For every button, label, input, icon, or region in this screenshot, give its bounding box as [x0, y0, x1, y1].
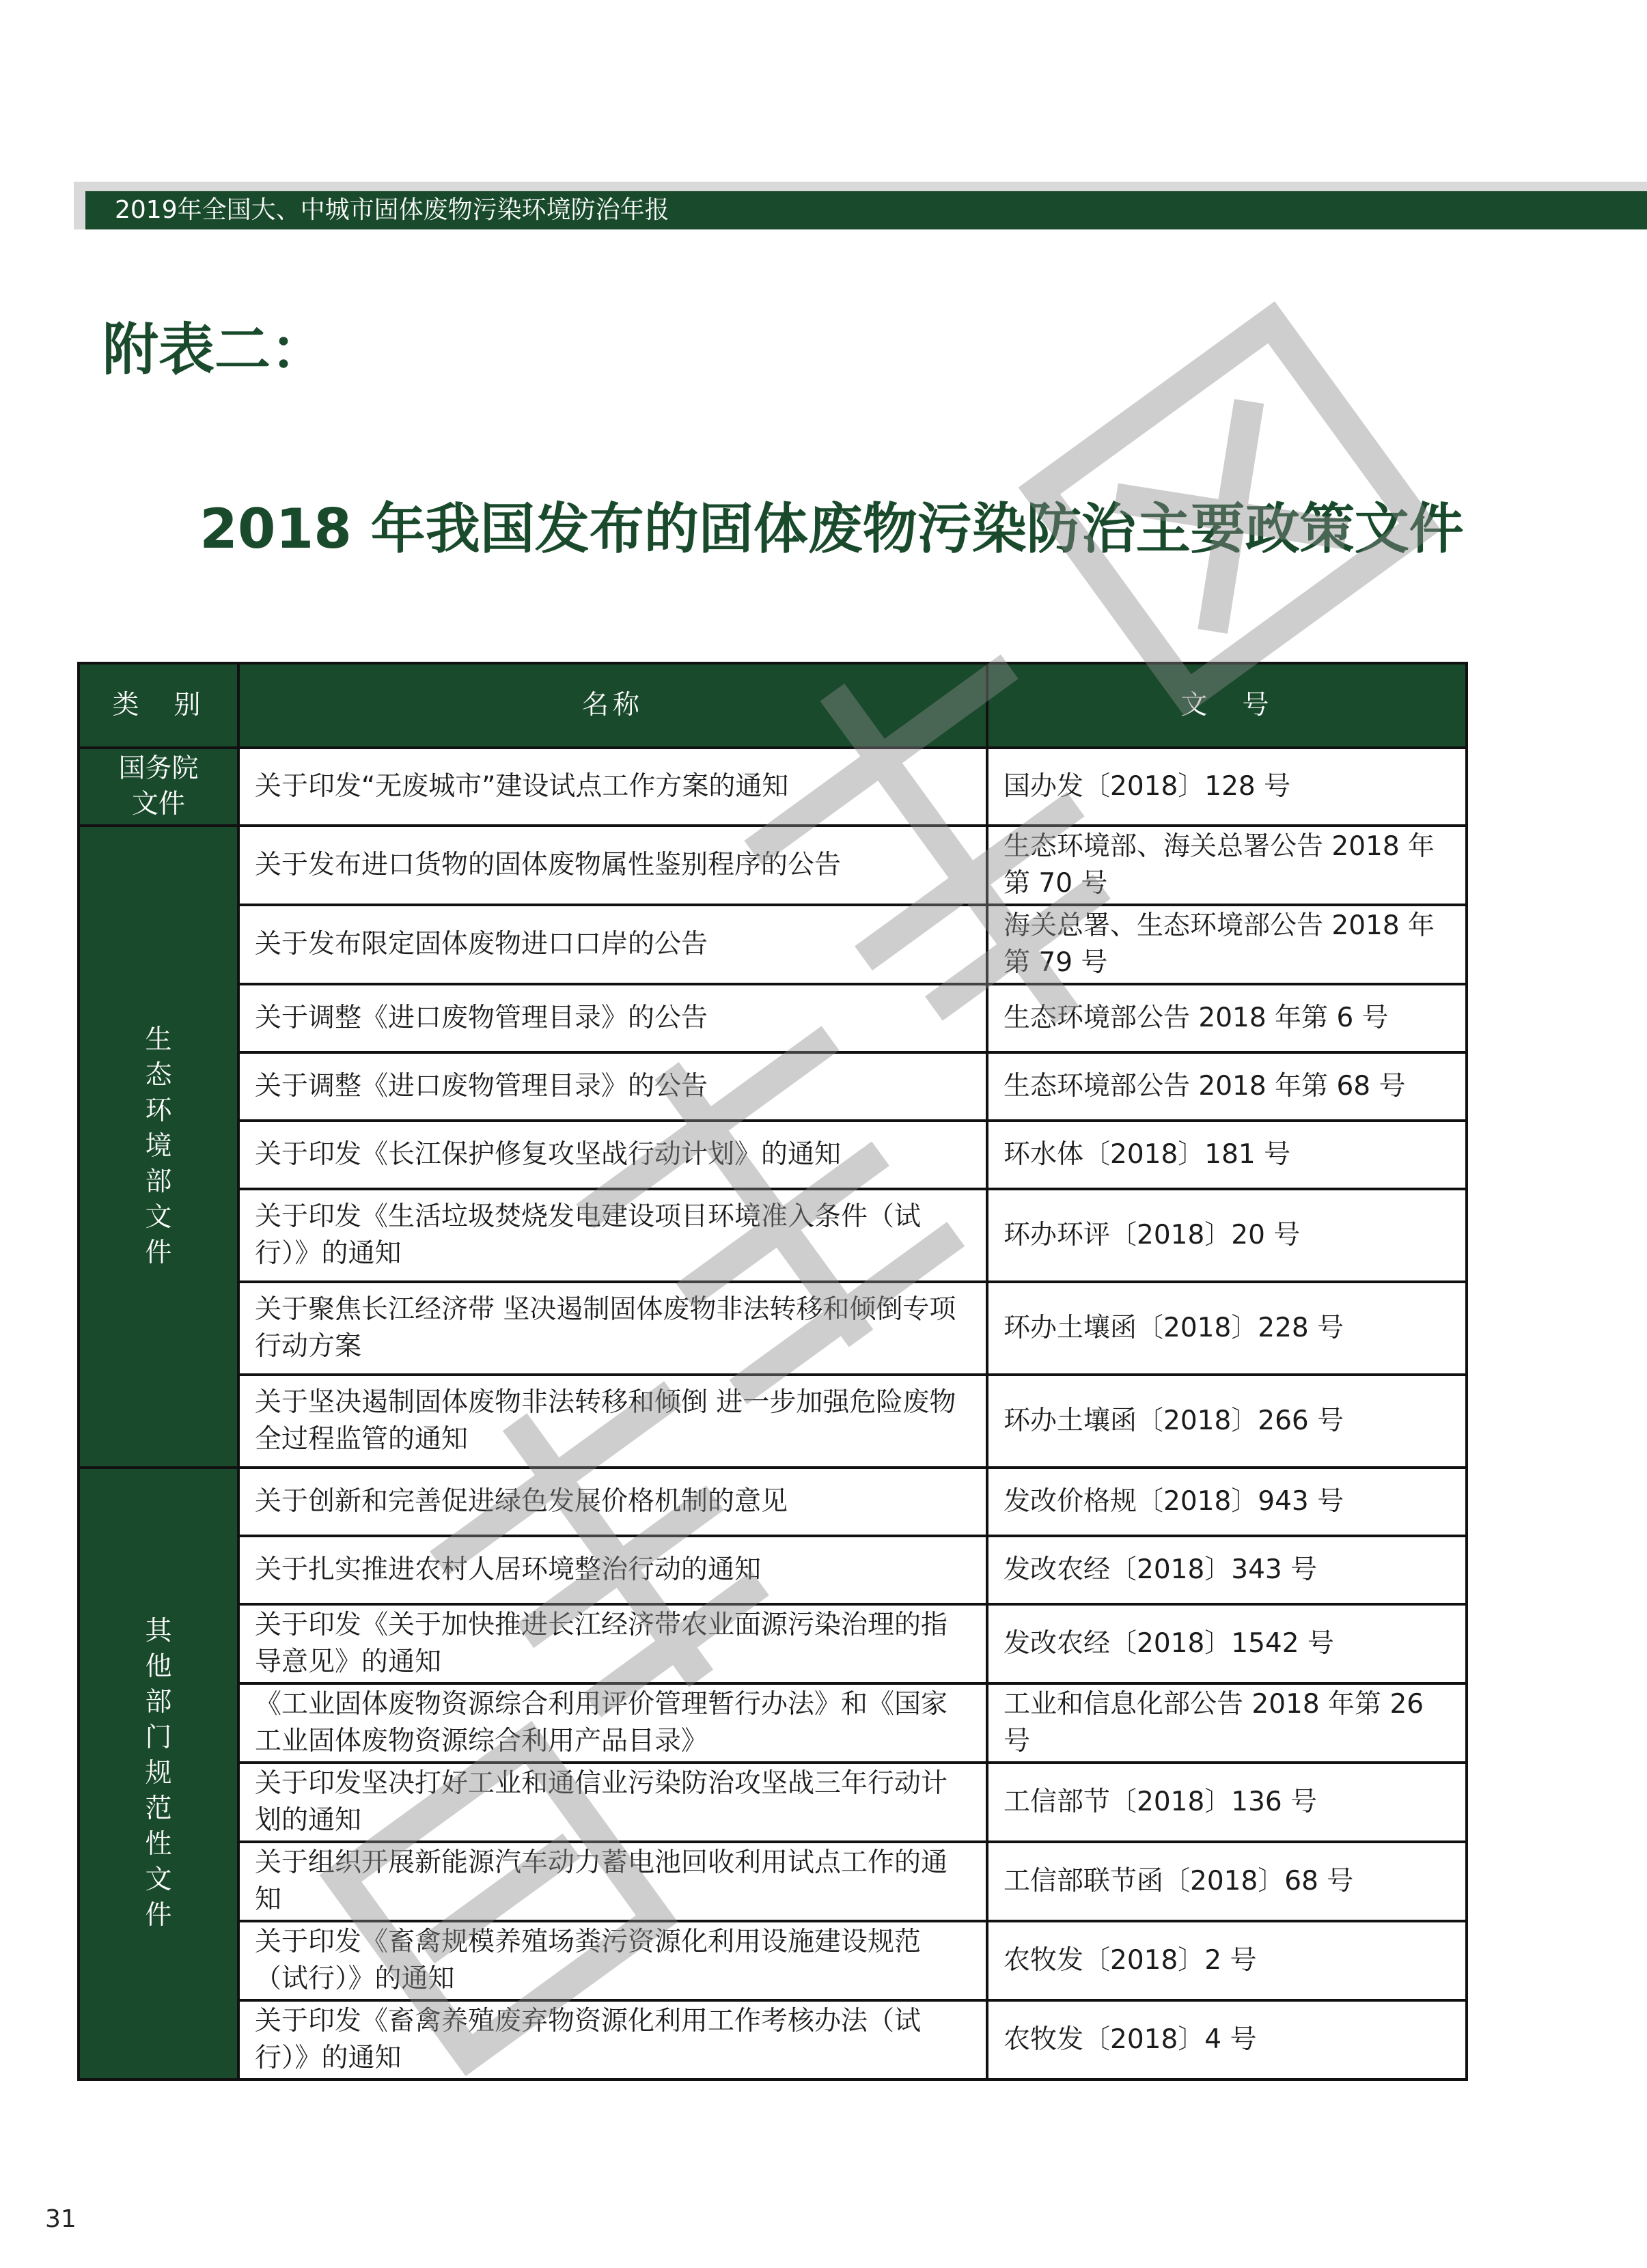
table-title: 2018 年我国发布的固体废物污染防治主要政策文件 — [199, 497, 1464, 561]
table-row — [79, 1375, 1467, 1468]
category-char: 他 — [145, 1651, 172, 1682]
policy-doc-no: 农牧发〔2018〕2 号 — [987, 1921, 1467, 2000]
policy-doc-no: 环办土壤函〔2018〕228 号 — [987, 1282, 1467, 1375]
policy-doc-no: 工信部联节函〔2018〕68 号 — [987, 1842, 1467, 1921]
category-char: 其 — [145, 1616, 172, 1647]
policy-name: 关于组织开展新能源汽车动力蓄电池回收利用试点工作的通知 — [238, 1842, 987, 1921]
table-row — [79, 1763, 1467, 1842]
table-row — [79, 1536, 1467, 1604]
table-row — [79, 1189, 1467, 1282]
category-cell-state-council — [79, 748, 238, 826]
category-char: 性 — [145, 1829, 172, 1860]
category-char: 范 — [145, 1793, 172, 1824]
category-char: 环 — [145, 1095, 172, 1126]
policy-doc-no: 生态环境部公告 2018 年第 68 号 — [987, 1052, 1467, 1121]
policy-name: 关于聚焦长江经济带 坚决遏制固体废物非法转移和倾倒专项行动方案 — [238, 1282, 987, 1375]
table-header-row — [79, 663, 1467, 748]
policy-name: 关于印发《长江保护修复攻坚战行动计划》的通知 — [238, 1121, 987, 1189]
category-line: 国务院 — [118, 753, 199, 784]
table-row — [79, 2000, 1467, 2080]
policy-name: 关于发布限定固体废物进口口岸的公告 — [238, 905, 987, 984]
policy-doc-no: 工信部节〔2018〕136 号 — [987, 1763, 1467, 1842]
policy-doc-no: 工业和信息化部公告 2018 年第 26 号 — [987, 1683, 1467, 1763]
table-row — [79, 748, 1467, 826]
table-row — [79, 905, 1467, 984]
policy-doc-no: 生态环境部公告 2018 年第 6 号 — [987, 984, 1467, 1052]
policy-name: 关于创新和完善促进绿色发展价格机制的意见 — [238, 1468, 987, 1536]
table-row — [79, 1604, 1467, 1683]
table-row — [79, 1121, 1467, 1189]
category-char: 文 — [145, 1864, 172, 1895]
policy-name: 关于扎实推进农村人居环境整治行动的通知 — [238, 1536, 987, 1604]
category-char: 生 — [145, 1024, 172, 1055]
category-char: 件 — [145, 1237, 172, 1268]
policy-name: 关于印发《关于加快推进长江经济带农业面源污染治理的指导意见》的通知 — [238, 1604, 987, 1683]
header-doc-no: 文 号 — [987, 663, 1467, 748]
category-char: 境 — [145, 1131, 172, 1162]
table-row — [79, 984, 1467, 1052]
policy-doc-no: 农牧发〔2018〕4 号 — [987, 2000, 1467, 2080]
policy-name: 关于印发《畜禽养殖废弃物资源化利用工作考核办法（试行）》的通知 — [238, 2000, 987, 2080]
policy-doc-no: 环水体〔2018〕181 号 — [987, 1121, 1467, 1189]
category-cell-other-departments — [79, 1468, 238, 2080]
category-char: 部 — [145, 1166, 172, 1197]
header-category: 类 别 — [79, 663, 238, 748]
policy-doc-no: 环办土壤函〔2018〕266 号 — [987, 1375, 1467, 1468]
policy-name: 关于印发《畜禽规模养殖场粪污资源化利用设施建设规范（试行）》的通知 — [238, 1921, 987, 2000]
table-row — [79, 1282, 1467, 1375]
category-char: 态 — [145, 1060, 172, 1091]
table-row — [79, 1842, 1467, 1921]
policy-name: 关于印发《生活垃圾焚烧发电建设项目环境准入条件（试行）》的通知 — [238, 1189, 987, 1282]
policy-doc-no: 发改价格规〔2018〕943 号 — [987, 1468, 1467, 1536]
policy-name: 关于印发坚决打好工业和通信业污染防治攻坚战三年行动计划的通知 — [238, 1763, 987, 1842]
policy-doc-no: 生态环境部、海关总署公告 2018 年第 70 号 — [987, 826, 1467, 905]
category-char: 门 — [145, 1722, 172, 1753]
table-row — [79, 1921, 1467, 2000]
policy-doc-no: 海关总署、生态环境部公告 2018 年第 79 号 — [987, 905, 1467, 984]
policy-name: 关于印发“无废城市”建设试点工作方案的通知 — [238, 748, 987, 826]
category-char: 规 — [145, 1758, 172, 1789]
header-name: 名称 — [238, 663, 987, 748]
appendix-label: 附表二： — [102, 318, 327, 382]
category-char: 文 — [145, 1202, 172, 1233]
table-row — [79, 1683, 1467, 1763]
policy-doc-no: 发改农经〔2018〕1542 号 — [987, 1604, 1467, 1683]
category-line: 文件 — [131, 789, 185, 820]
policy-name: 《工业固体废物资源综合利用评价管理暂行办法》和《国家工业固体废物资源综合利用产品目录》 — [238, 1683, 987, 1763]
table-row — [79, 826, 1467, 905]
policy-doc-no: 发改农经〔2018〕343 号 — [987, 1536, 1467, 1604]
table-row — [79, 1468, 1467, 1536]
policy-doc-no: 国办发〔2018〕128 号 — [987, 748, 1467, 826]
category-cell-mee — [79, 826, 238, 1468]
policy-name: 关于发布进口货物的固体废物属性鉴别程序的公告 — [238, 826, 987, 905]
category-char: 部 — [145, 1687, 172, 1718]
report-title: 2019年全国大、中城市固体废物污染环境防治年报 — [115, 196, 669, 224]
policy-table — [77, 662, 1468, 2081]
table-row — [79, 1052, 1467, 1121]
policy-name: 关于调整《进口废物管理目录》的公告 — [238, 1052, 987, 1121]
policy-doc-no: 环办环评〔2018〕20 号 — [987, 1189, 1467, 1282]
policy-name: 关于调整《进口废物管理目录》的公告 — [238, 984, 987, 1052]
category-char: 件 — [145, 1900, 172, 1931]
policy-name: 关于坚决遏制固体废物非法转移和倾倒 进一步加强危险废物全过程监管的通知 — [238, 1375, 987, 1468]
page-number: 31 — [45, 2205, 77, 2233]
